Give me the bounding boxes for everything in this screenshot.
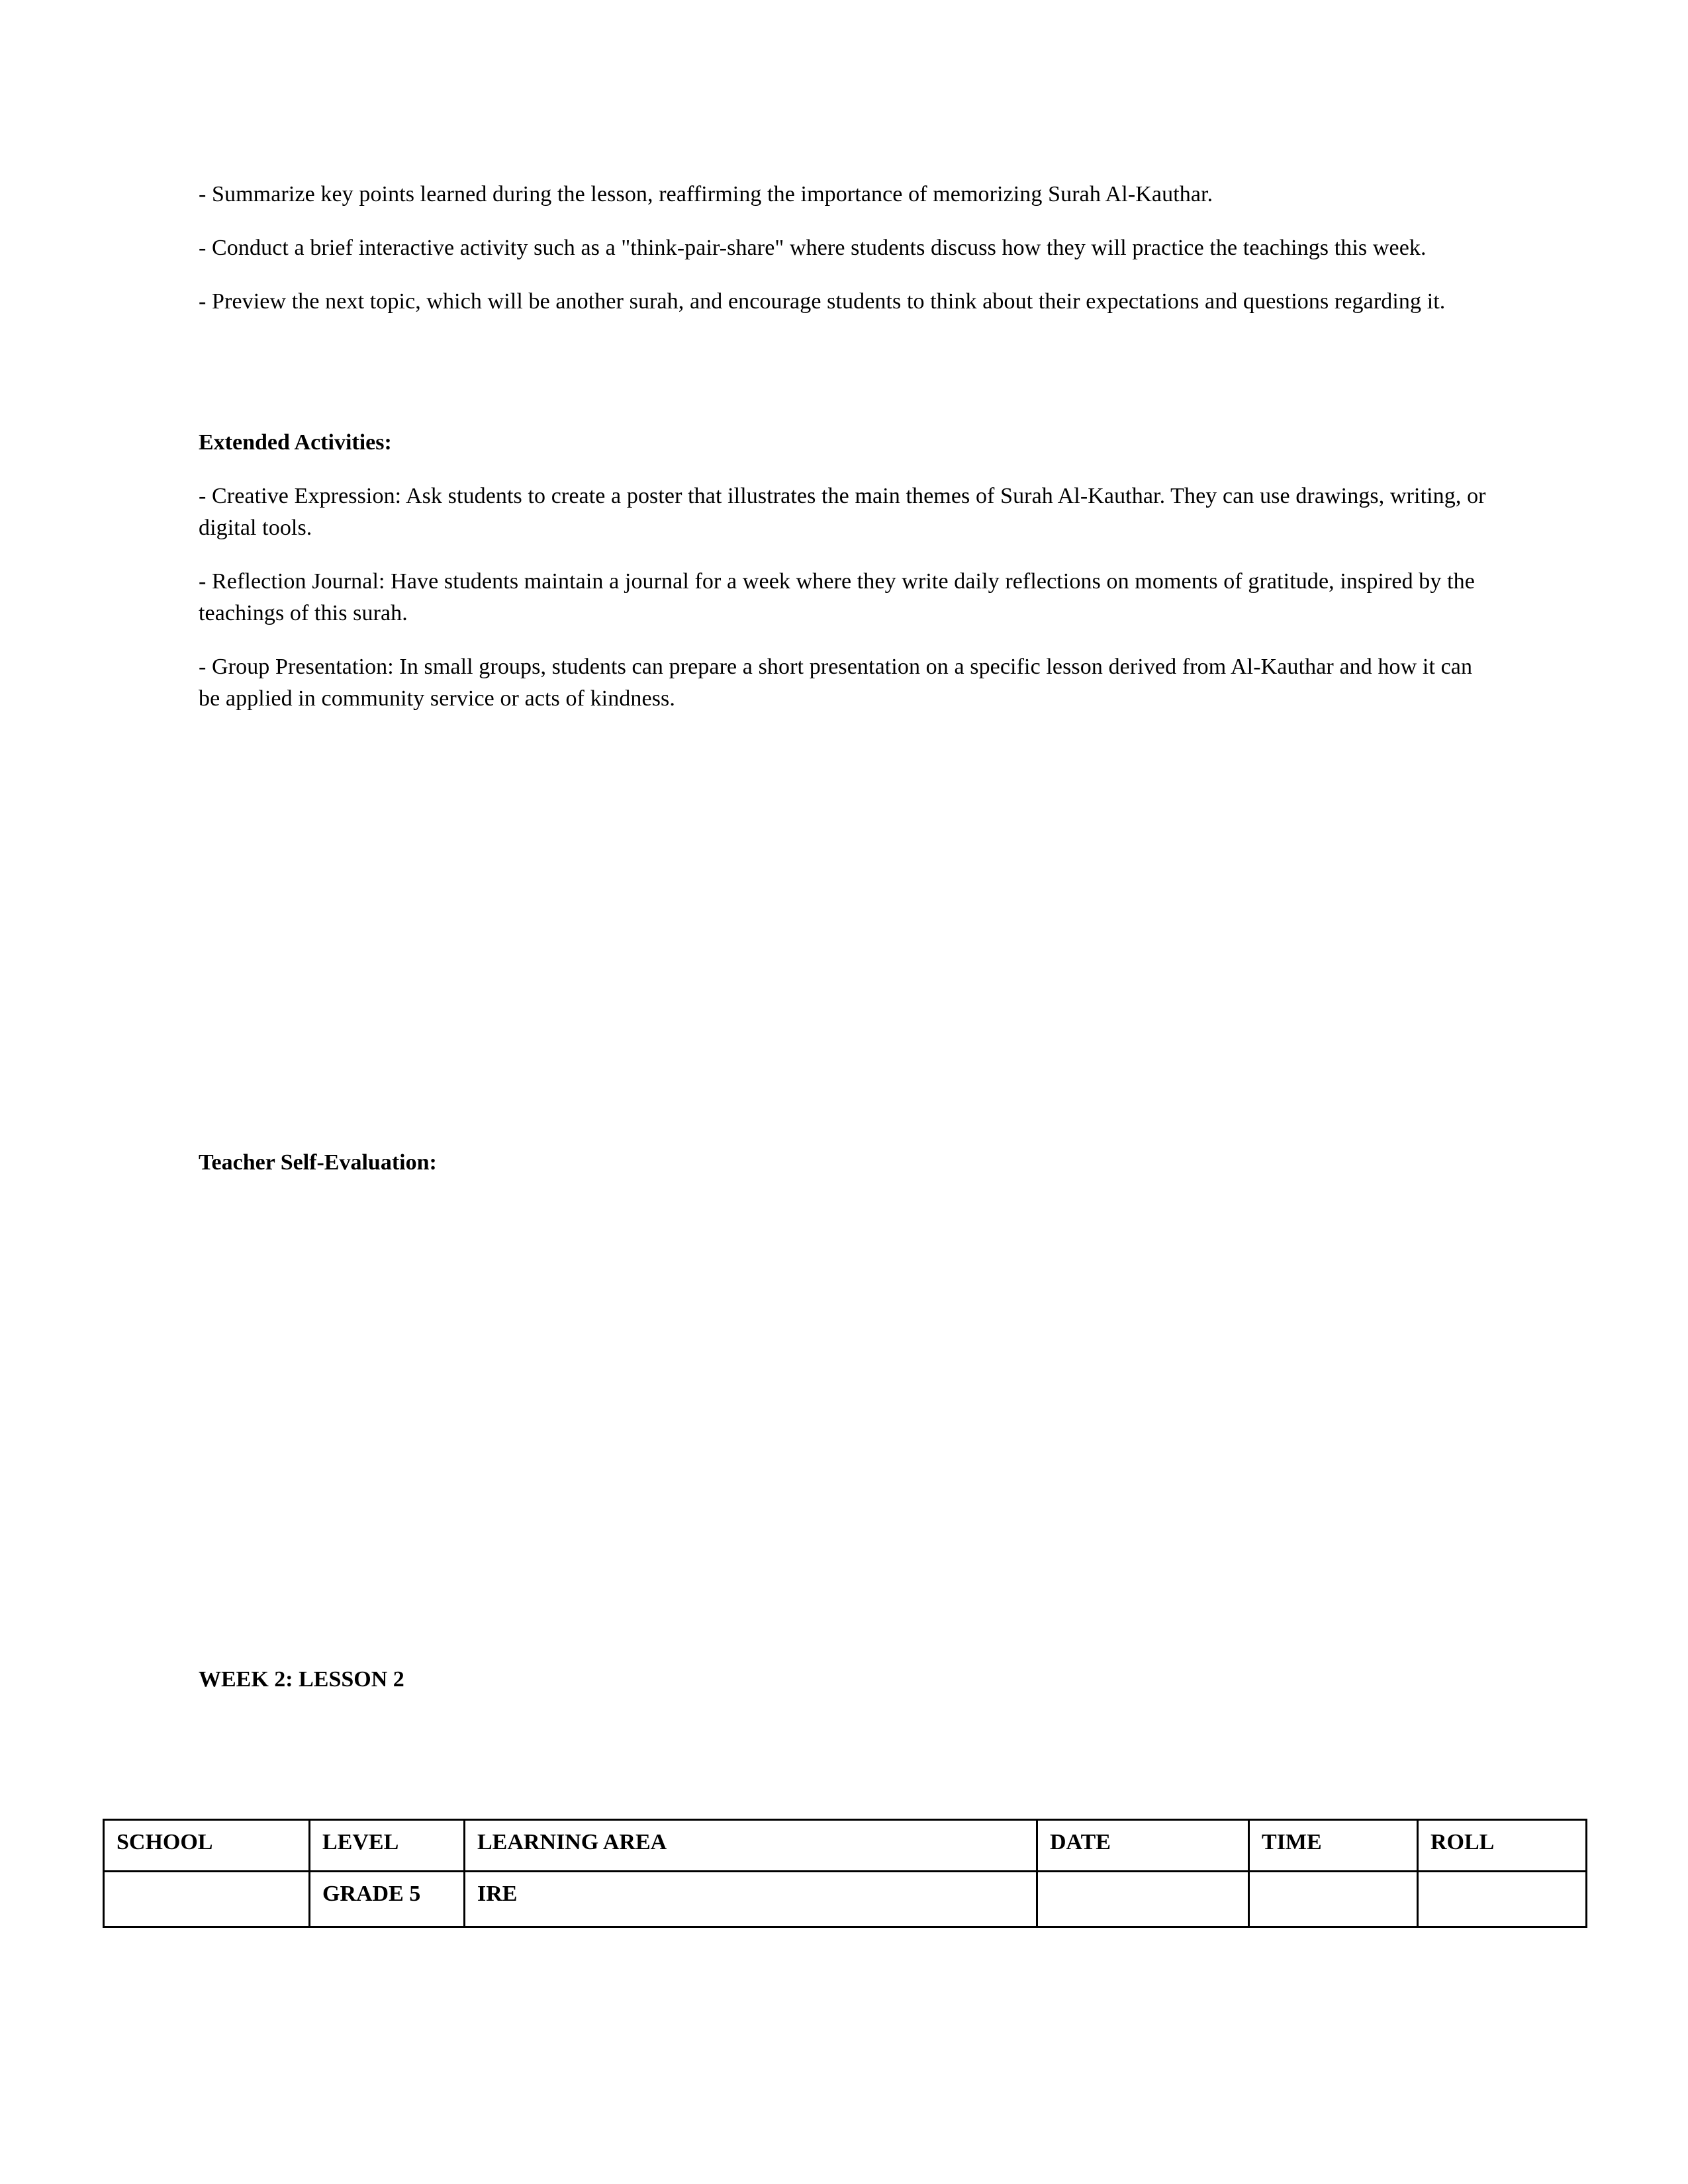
extended-activity-group-presentation: - Group Presentation: In small groups, students can prepare a short presentation on a specific lesson derived from Al-Kauthar and how it can be applied in community service or acts of kindness.: [199, 655, 1473, 711]
lesson-table-container: [103, 1819, 1585, 1928]
week-spacer: [199, 1201, 1489, 1664]
table-header-row: [104, 1820, 1587, 1872]
table-cell-roll[interactable]: [1418, 1872, 1587, 1927]
table-header-level: LEVEL: [310, 1820, 465, 1872]
table-row: [104, 1872, 1587, 1927]
table-header-roll: ROLL: [1418, 1820, 1587, 1872]
table-header-learning-area: LEARNING AREA: [465, 1820, 1037, 1872]
week-lesson-heading: WEEK 2: LESSON 2: [199, 1667, 404, 1692]
table-cell-learning-area[interactable]: IRE: [465, 1872, 1037, 1927]
table-header-date: DATE: [1037, 1820, 1249, 1872]
teacher-self-evaluation-heading: Teacher Self-Evaluation:: [199, 1150, 437, 1175]
section-spacer: [199, 340, 1489, 427]
table-header-time: TIME: [1249, 1820, 1418, 1872]
table-cell-date[interactable]: [1037, 1872, 1249, 1927]
closing-paragraph-3: - Preview the next topic, which will be another surah, and encourage students to think about their expectations and questions regarding it.: [199, 289, 1446, 314]
document-body: [199, 179, 1489, 1714]
extended-activities-heading: Extended Activities:: [199, 430, 392, 455]
closing-paragraph-1: - Summarize key points learned during the lesson, reaffirming the importance of memorizing Surah Al-Kauthar.: [199, 182, 1213, 206]
lesson-info-table: [103, 1819, 1587, 1928]
extended-activity-creative-expression: - Creative Expression: Ask students to create a poster that illustrates the main themes of Surah Al-Kauthar. They can use drawings, writing, or digital tools.: [199, 484, 1486, 540]
extended-activity-reflection-journal: - Reflection Journal: Have students maintain a journal for a week where they write daily reflections on moments of gratitude, inspired by the teachings of this surah.: [199, 569, 1475, 625]
table-header-school: SCHOOL: [104, 1820, 310, 1872]
closing-paragraph-2: - Conduct a brief interactive activity such as a "think-pair-share" where students discuss how they will practice the teachings this week.: [199, 236, 1427, 260]
table-cell-time[interactable]: [1249, 1872, 1418, 1927]
table-cell-school[interactable]: [104, 1872, 310, 1927]
evaluation-spacer: [199, 737, 1489, 1147]
table-cell-level[interactable]: GRADE 5: [310, 1872, 465, 1927]
